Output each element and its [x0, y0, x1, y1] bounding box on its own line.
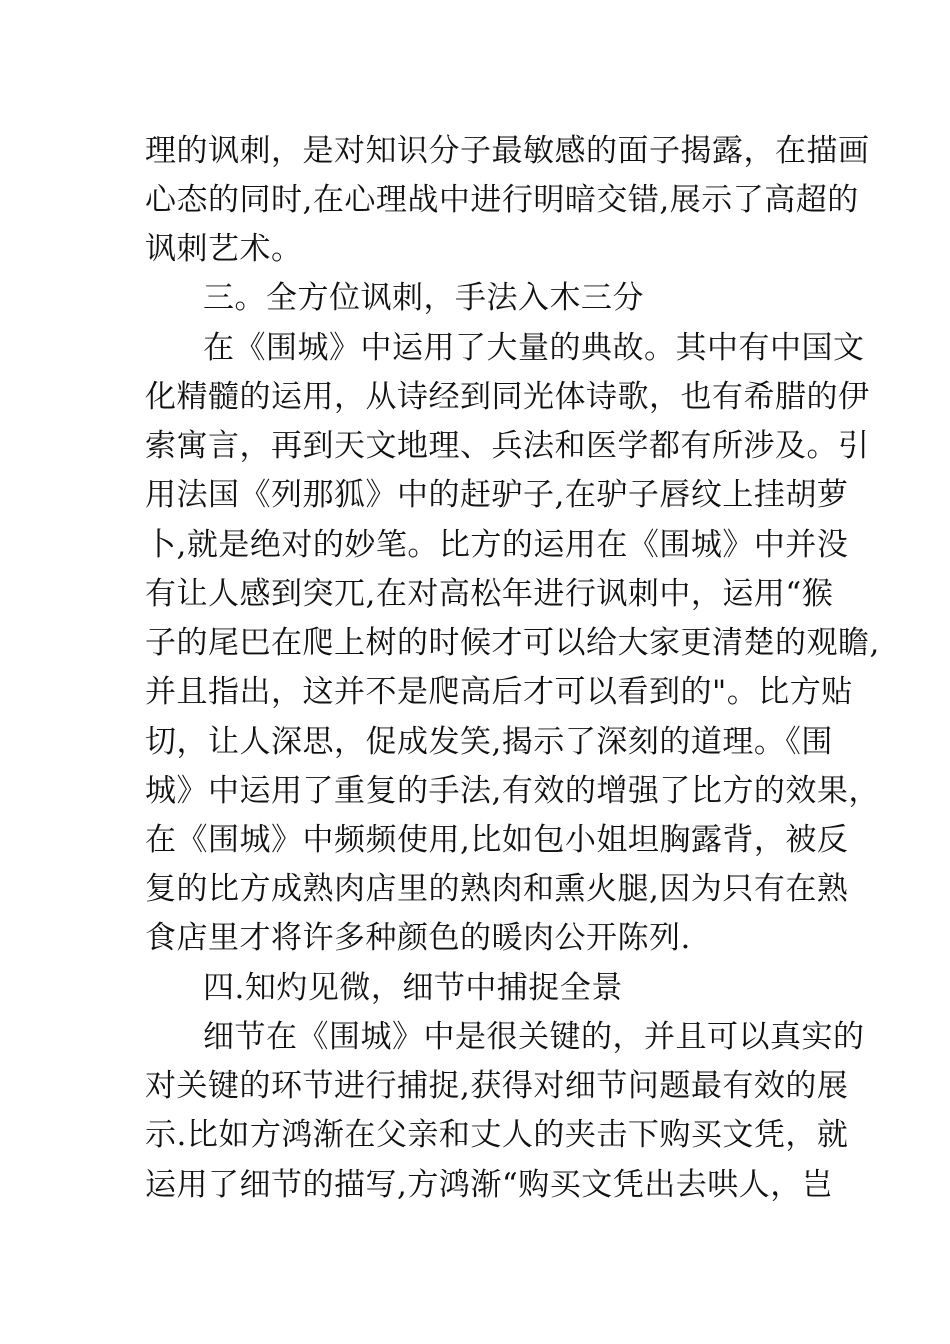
text-line: 索寓言，再到天文地理、兵法和医学都有所涉及。引 [145, 428, 870, 464]
section-heading: 三。全方位讽刺，手法入木三分 [203, 280, 644, 316]
text-line: 在《围城》中频频使用,比如包小姐坦胸露背，被反 [145, 822, 849, 858]
text-line: 对关键的环节进行捕捉,获得对细节问题最有效的展 [145, 1068, 849, 1104]
text-line: 在《围城》中运用了大量的典故。其中有中国文 [203, 330, 865, 366]
text-line: 细节在《围城》中是很关键的，并且可以真实的 [203, 1019, 865, 1055]
text-line: 并且指出，这并不是爬高后才可以看到的"。比方贴 [145, 674, 853, 710]
text-line: 城》中运用了重复的手法,有效的增强了比方的效果， [145, 773, 880, 809]
text-line: 运用了细节的描写,方鸿渐“购买文凭出去哄人，岂 [145, 1167, 834, 1203]
text-line: 理的讽刺，是对知识分子最敏感的面子揭露，在描画 [145, 133, 870, 169]
text-line: 化精髓的运用，从诗经到同光体诗歌，也有希腊的伊 [145, 379, 870, 415]
text-line: 示.比如方鸿渐在父亲和丈人的夹击下购买文凭，就 [145, 1117, 849, 1153]
text-line: 用法国《列那狐》中的赶驴子,在驴子唇纹上挂胡萝 [145, 477, 849, 513]
text-line: 有让人感到突兀,在对高松年进行讽刺中，运用“猴 [145, 576, 834, 612]
text-line: 切，让人深思，促成发笑,揭示了深刻的道理。《围 [145, 724, 833, 760]
text-line: 讽刺艺术。 [145, 231, 303, 267]
text-line: 食店里才将许多种颜色的暖肉公开陈列. [145, 920, 691, 956]
text-line: 卜,就是绝对的妙笔。比方的运用在《围城》中并没 [145, 527, 849, 563]
section-heading: 四.知灼见微，细节中捕捉全景 [203, 970, 623, 1006]
text-line: 复的比方成熟肉店里的熟肉和熏火腿,因为只有在熟 [145, 871, 849, 907]
text-line: 子的尾巴在爬上树的时候才可以给大家更清楚的观瞻, [145, 625, 880, 661]
text-line: 心态的同时,在心理战中进行明暗交错,展示了高超的 [145, 182, 859, 218]
